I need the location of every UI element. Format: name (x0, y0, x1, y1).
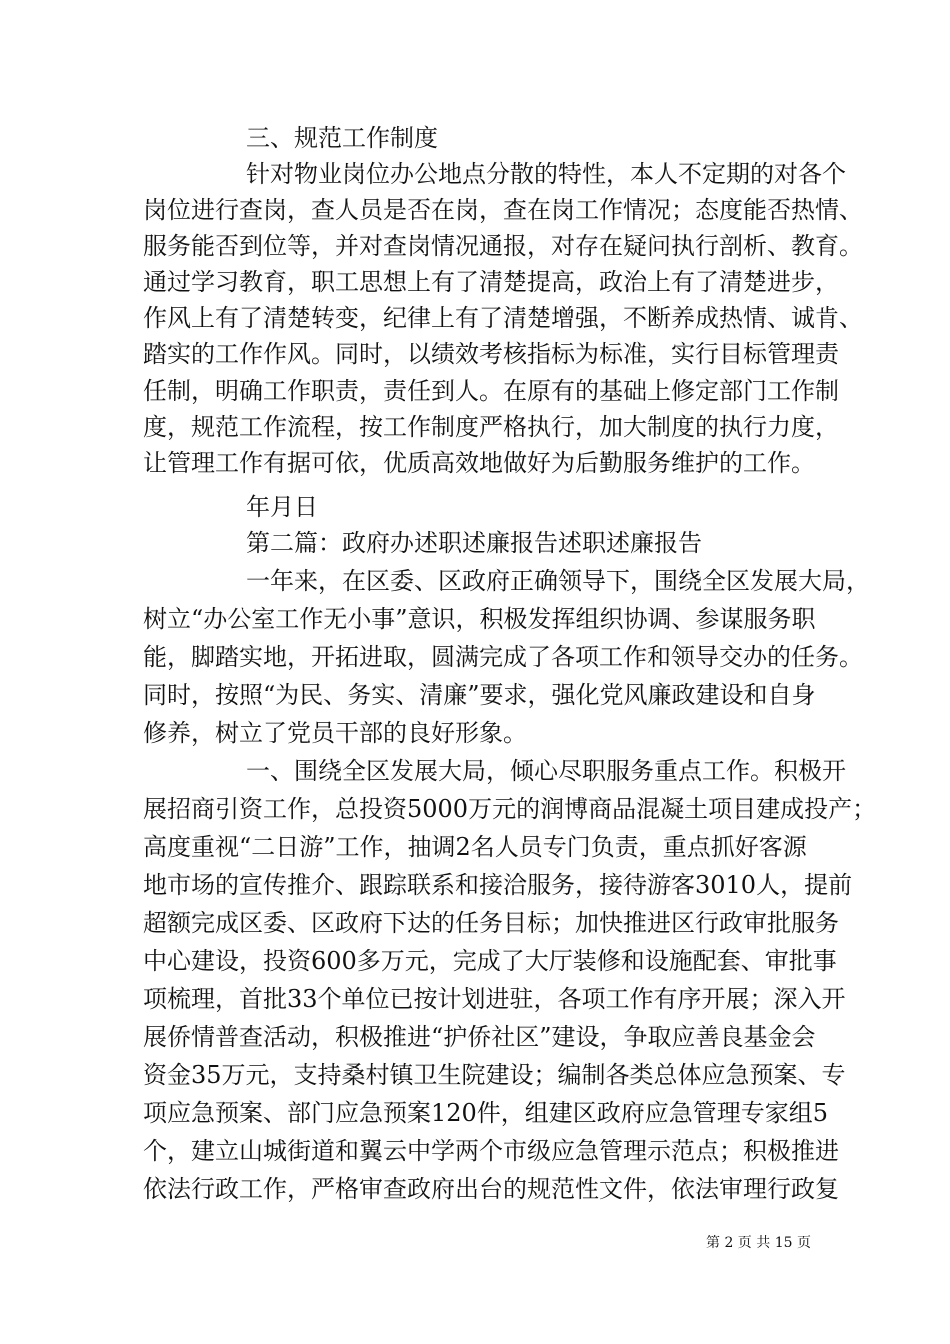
section-heading-line: 一、围绕全区发展大局，倾心尽职服务重点工作。积极开 (246, 757, 846, 785)
paragraph-line: 展招商引资工作，总投资5000万元的润博商品混凝土项目建成投产； (143, 795, 877, 823)
paragraph-line: 服务能否到位等，并对查岗情况通报，对存在疑问执行剖析、教育。 (143, 232, 863, 260)
paragraph-line: 个，建立山城街道和翼云中学两个市级应急管理示范点；积极推进 (143, 1137, 839, 1165)
paragraph-line: 修养，树立了党员干部的良好形象。 (143, 719, 527, 747)
date-line: 年月日 (246, 493, 318, 521)
paragraph-line: 让管理工作有据可依，优质高效地做好为后勤服务维护的工作。 (143, 449, 815, 477)
paragraph-line: 针对物业岗位办公地点分散的特性，本人不定期的对各个 (246, 160, 846, 188)
paragraph-line: 任制，明确工作职责，责任到人。在原有的基础上修定部门工作制 (143, 377, 839, 405)
paragraph-line: 资金35万元，支持桑村镇卫生院建设；编制各类总体应急预案、专 (143, 1061, 846, 1089)
paragraph-line: 项应急预案、部门应急预案120件，组建区政府应急管理专家组5 (143, 1099, 829, 1127)
paragraph-line: 同时，按照“为民、务实、清廉”要求，强化党风廉政建设和自身 (143, 681, 816, 709)
paragraph-line: 依法行政工作，严格审查政府出台的规范性文件，依法审理行政复 (143, 1175, 839, 1203)
paragraph-line: 一年来，在区委、区政府正确领导下，围绕全区发展大局， (246, 567, 870, 595)
paragraph-line: 踏实的工作作风。同时，以绩效考核指标为标准，实行目标管理责 (143, 340, 839, 368)
paragraph-line: 地市场的宣传推介、跟踪联系和接洽服务，接待游客3010人，提前 (143, 871, 853, 899)
paragraph-line: 树立“办公室工作无小事”意识，积极发挥组织协调、参谋服务职 (143, 605, 816, 633)
paragraph-line: 展侨情普查活动，积极推进“护侨社区”建设，争取应善良基金会 (143, 1023, 816, 1051)
paragraph-line: 度，规范工作流程，按工作制度严格执行，加大制度的执行力度， (143, 413, 839, 441)
paragraph-line: 中心建设，投资600多万元，完成了大厅装修和设施配套、审批事 (143, 947, 837, 975)
section-heading: 三、规范工作制度 (246, 124, 438, 152)
paragraph-line: 通过学习教育，职工思想上有了清楚提高，政治上有了清楚进步， (143, 268, 839, 296)
paragraph-line: 作风上有了清楚转变，纪律上有了清楚增强，不断养成热情、诚肯、 (143, 304, 863, 332)
paragraph-line: 能，脚踏实地，开拓进取，圆满完成了各项工作和领导交办的任务。 (143, 643, 863, 671)
paragraph-line: 超额完成区委、区政府下达的任务目标；加快推进区行政审批服务 (143, 909, 839, 937)
paragraph-line: 岗位进行查岗，查人员是否在岗，查在岗工作情况；态度能否热情、 (143, 196, 863, 224)
paragraph-line: 高度重视“二日游”工作，抽调2名人员专门负责，重点抓好客源 (143, 833, 807, 861)
paragraph-line: 项梳理，首批33个单位已按计划进驻，各项工作有序开展；深入开 (143, 985, 846, 1013)
page-number: 第 2 页 共 15 页 (706, 1235, 811, 1251)
article-title: 第二篇：政府办述职述廉报告述职述廉报告 (246, 529, 702, 557)
